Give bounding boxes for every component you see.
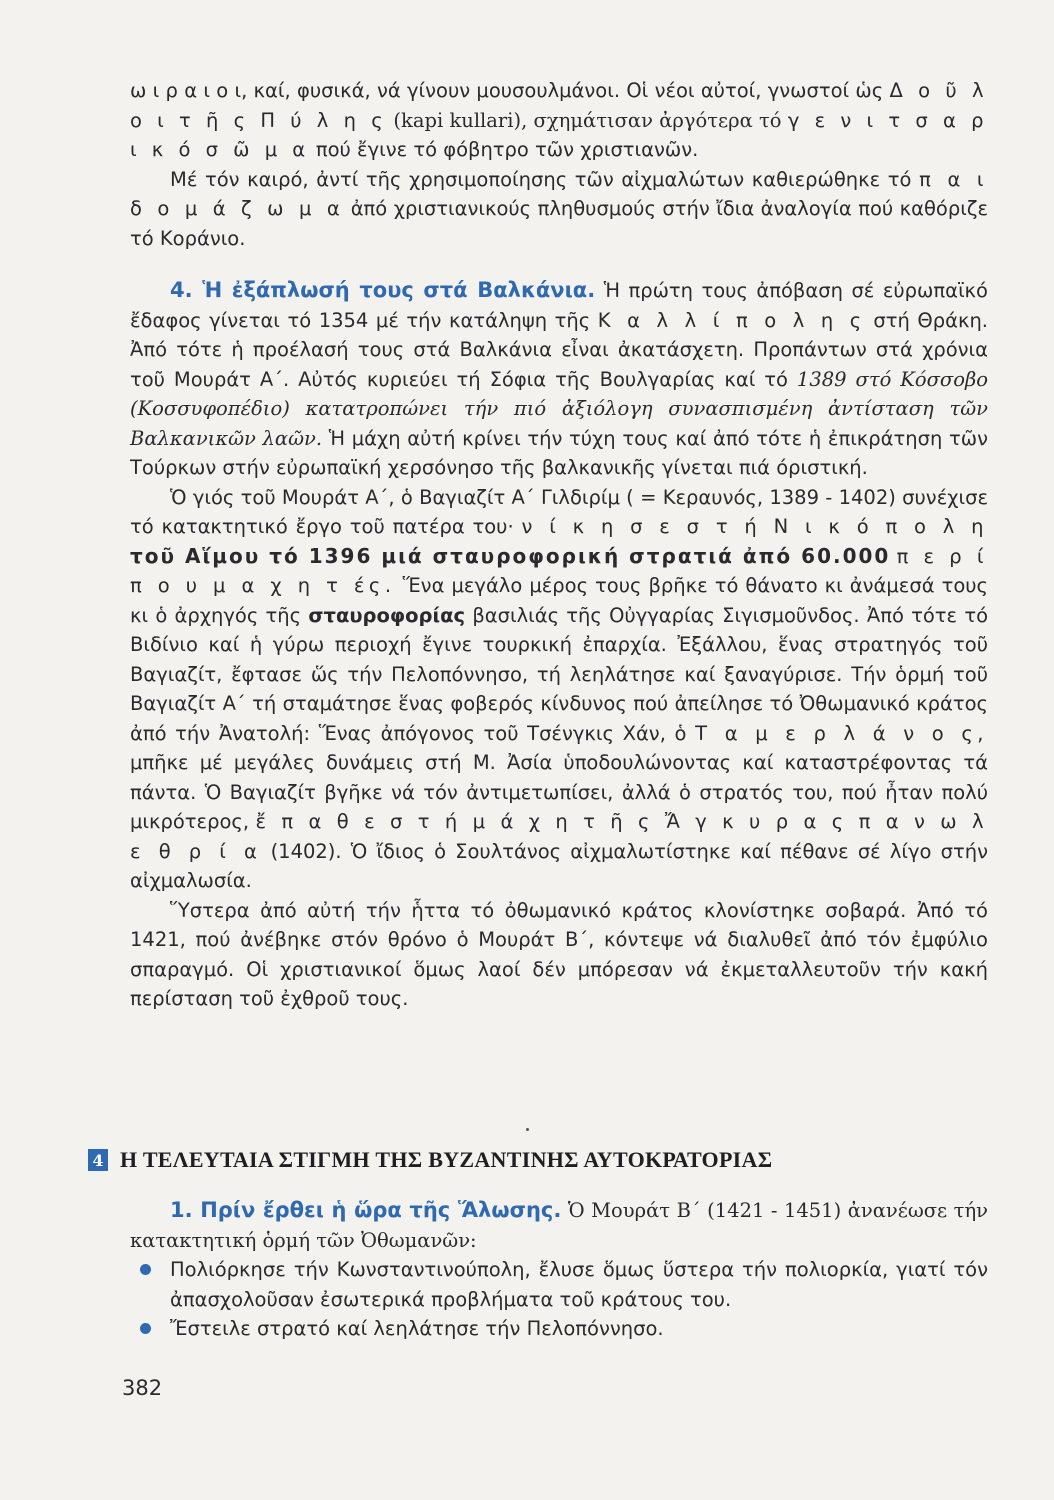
bold-crusade-word: σταυροφορίας — [308, 603, 466, 627]
paragraph-balkans-intro — [130, 276, 988, 483]
balkans-section — [130, 276, 988, 1014]
spaced-term-warriors: π ε ρ ί π ο υ μ α χ η τ ές. — [130, 544, 989, 597]
text-run: Ὕστερα ἀπό αὐτή τήν ἧττα τό ὀθωμανικό κράτος κλονίστηκε σοβαρά. Ἀπό τό 1421, πού ἀνέβηκε στόν θρόνο ὁ Μουράτ Β΄, κόντεψε νά διαλυθεῖ ἀπό τόν ἐμφύλιο σπαραγμό. Οἱ χριστιανικοί ὅμως λαοί δέν μπόρεσαν νά ἐκμεταλλευτοῦν τήν κακή περίσταση τοῦ ἐχθροῦ τους. — [130, 898, 988, 1010]
page-speck — [526, 1128, 529, 1131]
spaced-term-douloi: Δ ο ῦ λ ο ι τ ῆ ς Π ύ λ η ς — [130, 79, 988, 132]
spaced-term-ankara-defeat: ἔ π α θ ε σ τ ή μ ά χ η τ ῆ ς Ἄ γ κ υ ρ α ς π α ν ω λ ε θ ρ ί α — [130, 810, 989, 863]
text-run: Ἡ μάχη αὐτή κρίνει τήν τύχη τους καί ἀπό τότε ἡ ἐπικράτηση τῶν Τούρκων στήν εὐρωπαϊκή χερσόνησο τῆς βαλκανικῆς γίνεται πιά όριστική. — [130, 426, 988, 479]
opening-text-block — [130, 76, 988, 253]
before-the-fall-section — [130, 1196, 988, 1344]
paragraph-devshirme — [130, 165, 988, 254]
section-title: Η ΤΕΛΕΥΤΑΙΑ ΣΤΙΓΜΗ ΤΗΣ ΒΥΖΑΝΤΙΝΗΣ ΑΥΤΟΚΡΑΤΟΡΙΑΣ — [120, 1147, 773, 1172]
paragraph-murad-ii — [130, 896, 988, 1014]
text-run: βασιλιάς τῆς Οὐγγαρίας Σιγισμοῦνδος. Ἀπό τότε τό Βιδίνιο καί ἡ γύρω περιοχή ἔγινε τουρκική ἐπαρχία. Ἐξάλλου, ἕνας στρατηγός τοῦ Βαγιαζίτ, ἔφτασε ὥς τήν Πελοπόννησο, τή λεηλάτησε καί ξαναγύρισε. Τήν ὁρμή τοῦ Βαγιαζίτ Α΄ τή σταμάτησε ἕνας φοβερός κίνδυνος πού ἀπείλησε τό Ὀθωμανικό κράτος ἀπό τήν Ἀνατολή: Ἕνας ἀπόγονος τοῦ Τσένγκις Χάν, ὁ — [130, 603, 989, 745]
page-number: 382 — [122, 1376, 163, 1400]
paragraph-bayezid — [130, 483, 988, 896]
bullet-dot-icon — [140, 1264, 151, 1275]
text-run: Ἡ πρώτη τους ἀπόβαση σέ εὐρωπαϊκό ἔδαφος γίνεται τό 1354 μέ τήν κατάληψη τῆς — [130, 279, 988, 332]
spaced-term-janissary-corps: γ ε ν ι τ σ α ρ ι κ ό σ ῶ μ α — [130, 108, 988, 161]
text-run: Ὁ Μουράτ Β΄ (1421 - 1451) ἀνανέωσε τήν κατακτητική ὁρμή τῶν Ὀθωμανῶν: — [130, 1199, 988, 1252]
bullet-text: Πολιόρκησε τήν Κωνσταντινούπολη, ἔλυσε ὅμως ὕστερα τήν πολιορκία, γιατί τόν ἀπασχολοῦσαν ἐσωτερικά προβλήματα τοῦ κράτους του. — [170, 1258, 988, 1311]
text-run: μπῆκε μέ μεγάλες δυνάμεις στή Μ. Ἀσία ὑποδουλώνοντας καί καταστρέφοντας τά πάντα. Ὁ Βαγιαζίτ βγῆκε νά τόν ἀντιμετωπίσει, ἀλλά ὁ στρατός του, πού ἦταν πολύ μικρότερος, — [130, 751, 988, 833]
bullet-dot-icon — [140, 1323, 151, 1334]
text-run: Ἕνα μεγάλο μέρος τους βρῆκε τό θάνατο κι ἀνάμεσά τους κι ὁ ἀρχηγός τῆς — [130, 574, 988, 627]
paragraph-janissaries — [130, 76, 988, 165]
text-run: στή Θράκη. Ἀπό τότε ἡ προέλασή τους στά Βαλκάνια εἶναι ἀκατάσχετη. Προπάντων στά χρόνια τοῦ Μουράτ Α΄. Αὐτός κυριεύει τή Σόφια τῆς Βουλγαρίας καί τό — [130, 308, 989, 391]
text-run: Μέ τόν καιρό, ἀντί τῆς χρησιμοποίησης τῶν αἰχμαλώτων καθιερώθηκε τό — [170, 167, 912, 191]
text-run: (kapi kullari), σχημάτισαν ἀργότερα τό — [393, 108, 782, 132]
paragraph-murad-ii-campaign — [130, 1196, 988, 1255]
subheading-before-fall: 1. Πρίν ἔρθει ἡ ὥρα τῆς Ἅλωσης. — [170, 1198, 562, 1222]
text-run: ἀπό χριστιανικούς πληθυσμούς στήν ἴδια ἀναλογία πού καθόριζε τό Κοράνιο. — [130, 197, 988, 250]
spaced-term-tamerlane: Τ α μ ε ρ λ ά ν ο ς, — [695, 721, 988, 745]
bold-crusade-phrase: τοῦ Αἵμου τό 1396 μιά σταυροφορική στρατιά ἀπό 60.000 — [130, 543, 891, 568]
bullet-text: Ἔστειλε στρατό καί λεηλάτησε τήν Πελοπόννησο. — [170, 1317, 664, 1340]
bullet-item — [130, 1255, 988, 1314]
text-run: Ὁ γιός τοῦ Μουράτ Α΄, ὁ Βαγιαζίτ Α΄ Γιλδιρίμ ( = Κεραυνός, 1389 - 1402) συνέχισε τό κατακτητικό ἔργο τοῦ πατέρα του· — [130, 485, 988, 538]
text-run: πού ἔγινε τό φόβητρο τῶν χριστιανῶν. — [315, 138, 699, 161]
bullet-item — [130, 1314, 988, 1344]
text-run: (1402). Ὁ ἴδιος ὁ Σουλτάνος αἰχμαλωτίστηκε καί πέθανε σέ λίγο στήν αἰχμαλωσία. — [130, 839, 988, 892]
spaced-term-kallipoli: Κ α λ λ ί π ο λ η ς — [597, 308, 866, 332]
spaced-term-nikopolis: ν ί κ η σ ε σ τ ή Ν ι κ ό π ο λ η — [521, 515, 988, 538]
section-number-badge: 4 — [88, 1149, 108, 1171]
text-run: ω ι ρ α ι ο ι, καί, φυσικά, νά γίνουν μουσουλμάνοι. Οἱ νέοι αὐτοί, γνωστοί ὡς — [130, 79, 884, 102]
chapter-section-heading — [88, 1144, 988, 1176]
spaced-term-paidomazoma: π α ι δ ο μ ά ζ ω μ α — [130, 167, 989, 220]
italic-kosovo-sentence: 1389 στό Κόσσοβο (Κοσσυφοπέδιο) κατατροπώνει τήν πιό ἀξιόλογη συνασπισμένη ἀντίσταση τῶν Βαλκανικῶν λαῶν. — [130, 367, 988, 450]
subheading-balkans: 4. Ἡ ἐξάπλωσή τους στά Βαλκάνια. — [170, 278, 596, 302]
